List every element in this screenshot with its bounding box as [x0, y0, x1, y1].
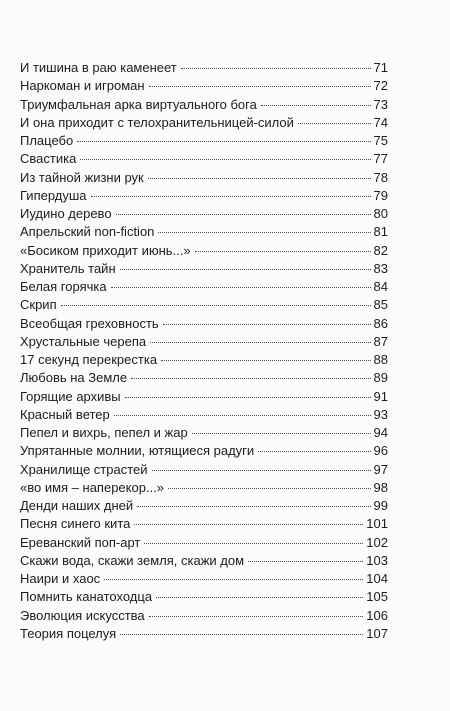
- toc-entry-title: Иудино дерево: [20, 206, 112, 221]
- toc-entry-page-number: 105: [366, 589, 388, 605]
- toc-dot-leader: [298, 123, 371, 124]
- toc-entry-title: Хранитель тайн: [20, 260, 116, 276]
- toc-entry-page-number: 94: [373, 425, 388, 440]
- toc-entry-page-number: 84: [373, 279, 388, 294]
- toc-dot-leader: [114, 415, 371, 416]
- toc-entry: [20, 443, 388, 461]
- toc-entry-title: «Босиком приходит июнь...»: [20, 242, 191, 258]
- toc-entry-title: Свастика: [20, 151, 77, 167]
- toc-dot-leader: [149, 86, 371, 87]
- toc-dot-leader: [144, 543, 363, 544]
- toc-dot-leader: [125, 397, 371, 398]
- toc-dot-leader: [120, 269, 371, 270]
- toc-entry-page-number: 85: [373, 297, 388, 313]
- toc-entry-page-number: 99: [373, 498, 388, 513]
- toc-entry: [20, 133, 388, 151]
- toc-dot-leader: [120, 634, 363, 635]
- toc-entry-title: Апрельский non-fiction: [20, 224, 155, 240]
- toc-entry: [20, 608, 388, 626]
- toc-entry-title: Эволюция искусства: [20, 607, 145, 623]
- toc-entry-page-number: 104: [366, 571, 388, 586]
- toc-entry-page-number: 89: [373, 370, 388, 386]
- table-of-contents-page: [20, 60, 388, 670]
- toc-entry-title: Скажи вода, скажи земля, скажи дом: [20, 552, 245, 568]
- toc-entry-page-number: 81: [373, 224, 388, 240]
- toc-entry-title: Горящие архивы: [20, 388, 121, 404]
- toc-entry: [20, 151, 388, 169]
- toc-entry: [20, 389, 388, 407]
- toc-entry-page-number: 102: [366, 534, 388, 550]
- toc-entry-title: Наири и хаос: [20, 571, 101, 586]
- toc-entry-title: Пепел и вихрь, пепел и жар: [20, 425, 188, 440]
- toc-entry-title: Всеобщая греховность: [20, 315, 159, 331]
- toc-entry-page-number: 86: [373, 315, 388, 331]
- toc-entry-page-number: 82: [373, 242, 388, 258]
- toc-dot-leader: [91, 196, 371, 197]
- toc-entry-page-number: 93: [373, 406, 388, 422]
- toc-entry-title: И тишина в раю каменеет: [20, 60, 177, 75]
- toc-entry: [20, 279, 388, 297]
- toc-dot-leader: [104, 579, 363, 580]
- toc-entry: [20, 206, 388, 224]
- toc-dot-leader: [248, 561, 363, 562]
- toc-entry: [20, 589, 388, 607]
- toc-entry: [20, 334, 388, 352]
- toc-dot-leader: [161, 360, 370, 361]
- toc-dot-leader: [149, 616, 364, 617]
- toc-entry: [20, 297, 388, 315]
- toc-dot-leader: [261, 105, 371, 106]
- toc-entry: [20, 370, 388, 388]
- toc-entry-page-number: 80: [373, 206, 388, 221]
- toc-entry-title: Скрип: [20, 297, 57, 313]
- toc-dot-leader: [181, 68, 371, 69]
- toc-dot-leader: [77, 141, 370, 142]
- toc-dot-leader: [80, 159, 370, 160]
- toc-entry-page-number: 101: [366, 516, 388, 532]
- toc-entry-page-number: 107: [366, 625, 388, 641]
- toc-entry-title: Хрустальные черепа: [20, 333, 147, 349]
- toc-entry-page-number: 77: [373, 151, 388, 167]
- toc-dot-leader: [152, 470, 371, 471]
- toc-list: [20, 60, 388, 644]
- toc-entry-title: Упрятанные молнии, ютящиеся радуги: [20, 443, 255, 459]
- toc-entry: [20, 60, 388, 78]
- toc-entry-title: Ереванский поп-арт: [20, 534, 141, 550]
- toc-entry-page-number: 87: [373, 333, 388, 349]
- toc-dot-leader: [111, 287, 371, 288]
- toc-entry: [20, 78, 388, 96]
- toc-entry: [20, 425, 388, 443]
- toc-entry-page-number: 71: [373, 60, 388, 75]
- toc-dot-leader: [137, 506, 370, 507]
- toc-entry: [20, 516, 388, 534]
- toc-entry: [20, 626, 388, 644]
- toc-entry-title: Денди наших дней: [20, 498, 134, 513]
- toc-entry: [20, 498, 388, 516]
- toc-entry-page-number: 75: [373, 133, 388, 148]
- toc-entry-page-number: 91: [373, 388, 388, 404]
- toc-dot-leader: [150, 342, 370, 343]
- toc-entry: [20, 407, 388, 425]
- toc-entry-title: «во имя – наперекор...»: [20, 479, 165, 495]
- toc-entry: [20, 535, 388, 553]
- toc-entry: [20, 115, 388, 133]
- toc-entry-title: Белая горячка: [20, 279, 107, 294]
- toc-entry-title: Помнить канатоходца: [20, 589, 153, 605]
- toc-entry-title: И она приходит с телохранительницей-силой: [20, 114, 294, 130]
- toc-entry-page-number: 83: [373, 260, 388, 276]
- toc-dot-leader: [163, 324, 371, 325]
- toc-entry-page-number: 88: [373, 352, 388, 367]
- toc-dot-leader: [131, 378, 370, 379]
- toc-dot-leader: [158, 232, 370, 233]
- toc-dot-leader: [148, 178, 371, 179]
- toc-dot-leader: [156, 597, 363, 598]
- toc-entry-page-number: 96: [373, 443, 388, 459]
- toc-entry: [20, 462, 388, 480]
- toc-entry-page-number: 73: [373, 96, 388, 112]
- toc-entry-title: Наркоман и игроман: [20, 78, 145, 94]
- toc-entry: [20, 480, 388, 498]
- toc-entry-page-number: 106: [366, 607, 388, 623]
- toc-dot-leader: [195, 251, 371, 252]
- toc-entry-title: Теория поцелуя: [20, 625, 117, 641]
- toc-dot-leader: [116, 214, 371, 215]
- toc-entry: [20, 352, 388, 370]
- toc-entry-page-number: 103: [366, 552, 388, 568]
- toc-entry-page-number: 78: [373, 169, 388, 185]
- toc-entry: [20, 261, 388, 279]
- toc-entry: [20, 188, 388, 206]
- toc-entry: [20, 316, 388, 334]
- toc-dot-leader: [258, 451, 370, 452]
- toc-entry-title: Любовь на Земле: [20, 370, 128, 386]
- toc-entry: [20, 243, 388, 261]
- toc-entry: [20, 553, 388, 571]
- toc-entry-page-number: 72: [373, 78, 388, 94]
- toc-entry-page-number: 74: [373, 114, 388, 130]
- toc-entry-title: Гипердуша: [20, 187, 87, 203]
- toc-dot-leader: [61, 305, 371, 306]
- toc-entry: [20, 97, 388, 115]
- toc-dot-leader: [168, 488, 371, 489]
- toc-entry-page-number: 79: [373, 187, 388, 203]
- toc-entry-title: 17 секунд перекрестка: [20, 352, 158, 367]
- toc-entry-title: Триумфальная арка виртуального бога: [20, 96, 257, 112]
- toc-entry: [20, 571, 388, 589]
- toc-entry-title: Хранилище страстей: [20, 461, 148, 477]
- toc-entry-title: Красный ветер: [20, 406, 110, 422]
- toc-entry: [20, 170, 388, 188]
- toc-entry-title: Песня синего кита: [20, 516, 131, 532]
- toc-entry-title: Плацебо: [20, 133, 74, 148]
- toc-entry: [20, 224, 388, 242]
- toc-entry-page-number: 98: [373, 479, 388, 495]
- toc-dot-leader: [134, 524, 363, 525]
- toc-entry-title: Из тайной жизни рук: [20, 169, 144, 185]
- toc-dot-leader: [192, 433, 371, 434]
- toc-entry-page-number: 97: [373, 461, 388, 477]
